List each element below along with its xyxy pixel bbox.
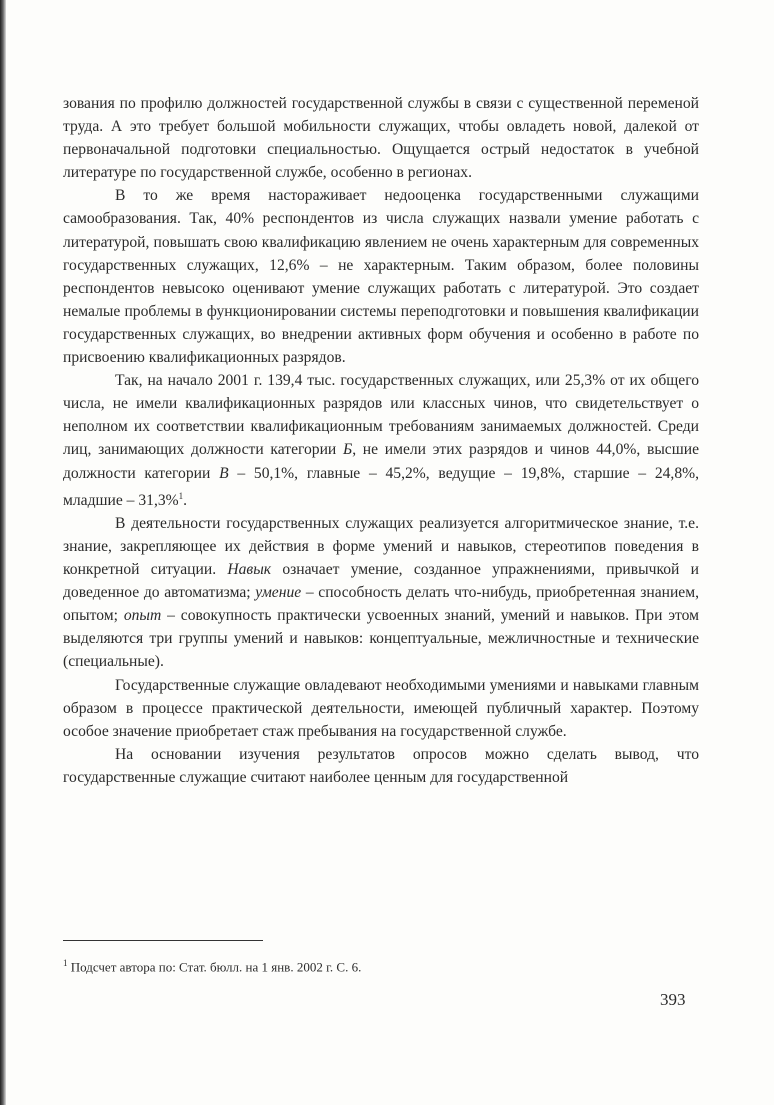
paragraph-3-end: .	[183, 491, 188, 509]
paragraph-3-part-1: Так, на начало 2001 г. 139,4 тыс. государственных служащих, или 25,3% от их общего числа, не имели квалификационных разрядов или классных чинов, что свидетельствует о неполном их соответствии квалификационным требованиям занимаемых должностей. Среди лиц, занимающих должности категории	[63, 372, 699, 459]
term-skill: Навык	[227, 561, 272, 579]
paragraph-2: В то же время настораживает недооценка государственными служащими самообразования. Так, 40% респондентов из числа служащих назвали умение работать с литературой, повышать свою квалификацию явлением не очень характерным для современных государственных служащих, 12,6% – не характерным. Таким образом, более половины респондентов невысоко оценивают умение служащих работать с литературой. Это создает немалые проблемы в функционировании системы переподготовки и повышения квалификации государственных служащих, во внедрении активных форм обучения и особенно в работе по присвоению квалификационных разрядов.	[63, 187, 699, 367]
footnote-divider	[63, 940, 263, 941]
paragraph-4-part-4: – совокупность практически усвоенных знаний, умений и навыков. При этом выделяются три группы умений и навыков: концептуальные, межличностные и технические (специальные).	[63, 607, 699, 671]
paragraph-3-part-2: , не имели этих разрядов и чинов 44,0%, высшие должности категории	[63, 441, 699, 482]
term-experience: опыт	[123, 607, 162, 625]
main-text	[63, 92, 699, 789]
paragraph-4	[63, 512, 699, 674]
page-number: 393	[660, 990, 686, 1009]
paragraph-4-part-1: В деятельности государственных служащих реализуется алгоритмическое знание, т.е. знание, закрепляющее их действия в форме умений и навыков, стереотипов поведения в конкретной ситуации.	[63, 514, 699, 579]
category-v: В	[219, 464, 229, 482]
page-binding-edge	[0, 0, 6, 1105]
paragraph-6: На основании изучения результатов опросов можно сделать вывод, что государственные служащие считают наиболее ценным для государственной	[63, 745, 699, 786]
footnote-mark: 1	[63, 958, 68, 968]
paragraph-3-part-3: – 50,1%, главные – 45,2%, ведущие – 19,8%, старшие – 24,8%, младшие – 31,3%	[63, 464, 700, 509]
paragraph-4-part-2: означает умение, созданное упражнениями, привычкой и доведенное до автоматизма;	[63, 561, 699, 602]
term-ability: умение	[255, 584, 302, 602]
category-b: Б	[342, 441, 353, 459]
footnote-text: Подсчет автора по: Стат. бюлл. на 1 янв. 2002 г. С. 6.	[67, 959, 362, 975]
footnote	[63, 958, 361, 975]
paragraph-1: зования по профилю должностей государственной службы в связи с существенной переменой труда. А это требует большой мобильности служащих, чтобы овладеть новой, далекой от первоначальной подготовки специальностью. Ощущается острый недостаток в учебной литературе по государственной службе, особенно в регионах.	[63, 95, 699, 182]
paragraph-4-part-3: – способность делать что-нибудь, приобретенная знанием, опытом;	[63, 584, 699, 625]
paragraph-3	[63, 369, 699, 512]
footnote-reference: 1	[178, 490, 184, 501]
paragraph-5: Государственные служащие овладевают необходимыми умениями и навыками главным образом в процессе практической деятельности, имеющей публичный характер. Поэтому особое значение приобретает стаж пребывания на государственной службе.	[63, 676, 699, 740]
